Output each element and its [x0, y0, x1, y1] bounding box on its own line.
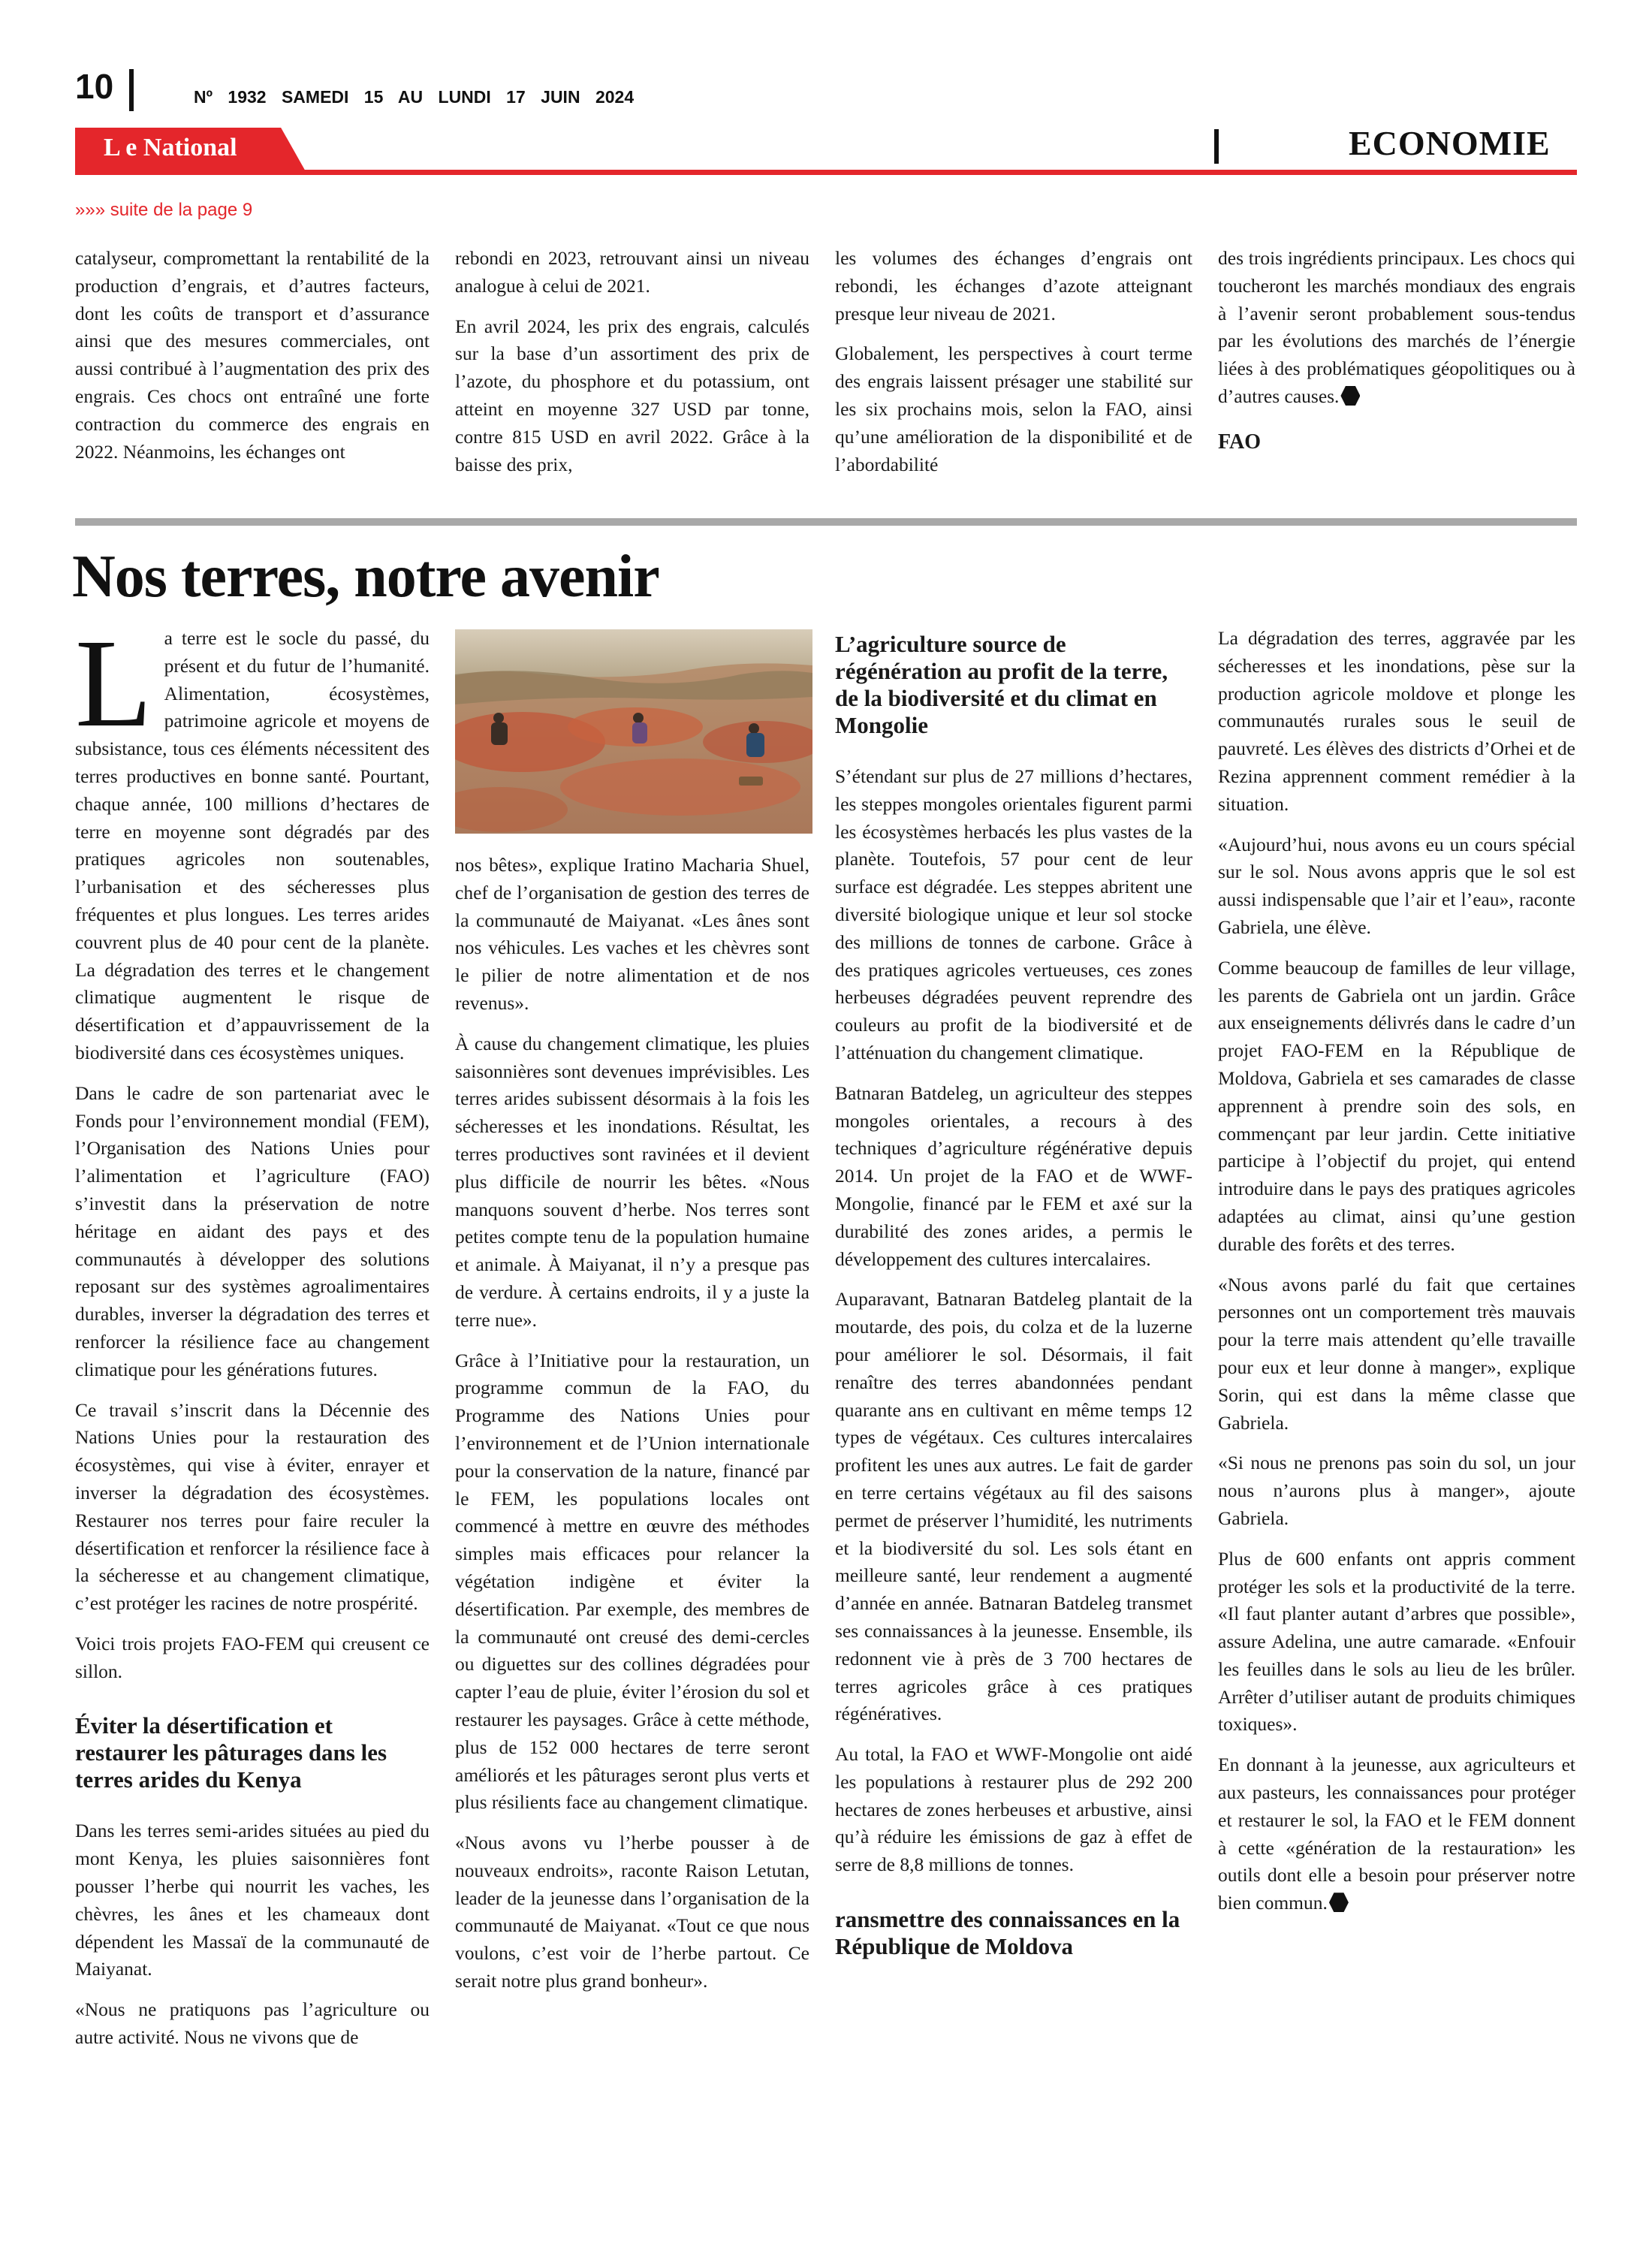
article-column-2	[455, 852, 809, 1995]
subheading-mongolia: L’agriculture source de régénération au profit de la terre, de la biodiversité et du climat en Mongolie	[835, 631, 1168, 738]
drop-cap: L	[75, 614, 152, 753]
article-column-3	[835, 631, 1192, 1960]
paragraph: Batnaran Batdeleg, un agriculteur des steppes mongoles orientales, a recours à des techniques d’agriculture régénérative depuis 2014. Un projet de la FAO et de WWF-Mongolie, financé par le FEM et axé sur la durabilité des zones arides, a permis le développement des cultures intercalaires.	[835, 1081, 1192, 1270]
paragraph	[1218, 245, 1575, 411]
paragraph-text: des trois ingrédients principaux. Les chocs qui toucheront les marchés mondiaux des engrais à l’avenir seront probablement sous-tendus par les évolutions des marchés de l’énergie liées à des problématiques géopolitiques ou à d’autres causes.	[1218, 247, 1575, 407]
paragraph: Au total, la FAO et WWF-Mongolie ont aidé les populations à restaurer plus de 292 200 hectares de zones herbeuses et arbustive, ainsi qu’à réduire les émissions de gaz à effet de serre de 8,8 millions de tonnes.	[835, 1743, 1192, 1876]
page-number-divider	[129, 69, 134, 111]
paragraph: Dans les terres semi-arides situées au pied du mont Kenya, les pluies saisonnières font pousser l’herbe qui nourrit les vaches, les chèvres, les ânes et les chameaux dont dépendent les Massaï de la communauté de Maiyanat.	[75, 1820, 430, 1980]
paragraph: «Nous avons parlé du fait que certaines personnes ont un comportement très mauvais pour la terre mais attendent qu’elle travaille pour eux et leur donne à manger», explique Sorin, qui est dans la même classe que Gabriela.	[1218, 1273, 1575, 1434]
paragraph: Voici trois projets FAO-FEM qui creusent ce sillon.	[75, 1632, 430, 1682]
newspaper-brand: L e National	[104, 134, 237, 161]
article-column-1	[75, 614, 430, 2052]
section-title: ECONOMIE	[1349, 124, 1551, 162]
paragraph: catalyseur, compromettant la rentabilité de la production d’engrais, et d’autres facteurs, dont les coûts de transport et d’assurance ainsi que des mesures commerciales, ont aussi contribué à l’augmentation des prix des engrais. Ces chocs ont entraîné une forte contraction du commerce des engrais en 2022. Néanmoins, les échanges ont	[75, 247, 430, 463]
paragraph-text: a terre est le socle du passé, du présent et du futur de l’humanité. Alimentation, écosystèmes, patrimoine agricole et moyens de subsistance, tous ces éléments nécessitent des terres productives en bonne santé. Pourtant, chaque année, 100 millions d’hectares de terre en moyenne sont dégradés par des pratiques agricoles non soutenables, l’urbanisation et des sécheresses plus fréquentes et plus longues. Les terres arides couvrent plus de 40 pour cent de la planète. La dégradation des terres et le changement climatique augmentent le risque de désertification et d’appauvrissement de la biodiversité dans ces écosystèmes uniques.	[75, 627, 430, 1063]
previous-article-column-1	[75, 245, 430, 466]
page-number: 10	[75, 67, 114, 106]
paragraph: Globalement, les perspectives à court terme des engrais laissent présager une stabilité sur les six prochains mois, selon la FAO, ainsi qu’une amélioration de la disponibilité et de l’abordabilité	[835, 342, 1192, 475]
paragraph: Plus de 600 enfants ont appris comment protéger les sols et la productivité de la terre. «Il faut planter autant d’arbres que possible», assure Adelina, une autre camarade. «Enfouir les feuilles dans le sols au lieu de les brûler. Arrêter d’utiliser autant de produits chimiques toxiques».	[1218, 1547, 1575, 1736]
photo-landscape	[455, 629, 812, 834]
paragraph: Dans le cadre de son partenariat avec le Fonds pour l’environnement mondial (FEM), l’Organisation des Nations Unies pour l’alimentation et l’agriculture (FAO) s’investit dans la préservation de notre héritage en aidant des pays et des communautés à développer des solutions reposant sur des systèmes agroalimentaires durables, inverser la dégradation des terres et renforcer la résilience face au changement climatique pour les générations futures.	[75, 1081, 430, 1380]
previous-article-column-3	[835, 245, 1192, 478]
paragraph: nos bêtes», explique Iratino Macharia Shuel, chef de l’organisation de gestion des terres de la communauté de Maiyanat. «Les ânes sont nos véhicules. Les vaches et les chèvres sont le pilier de notre alimentation et de nos revenus».	[455, 854, 809, 1014]
paragraph: S’étendant sur plus de 27 millions d’hectares, les steppes mongoles orientales figurent parmi les écosystèmes herbacés les plus vastes de la planète. Toutefois, 57 pour cent de leur surface est dégradée. Les steppes abritent une diversité biologique unique et leur sol stocke des millions de tonnes de carbone. Grâce à des pratiques agricoles vertueuses, ces zones herbeuses dégradées peuvent reprendre des couleurs au profit de la biodiversité et de l’atténuation du changement climatique.	[835, 765, 1192, 1063]
paragraph: Grâce à l’Initiative pour la restauration, un programme commun de la FAO, du Programme des Nations Unies pour l’environnement et de l’Union internationale pour la conservation de la nature, financé par le FEM, les populations locales ont commencé à mettre en œuvre des méthodes simples mais efficaces pour relancer la végétation indigène et éviter la désertification. Par exemple, des membres de la communauté ont creusé des demi-cercles ou diguettes sur des collines dégradées pour capter l’eau de pluie, éviter l’érosion du sol et restaurer les paysages. Grâce à cette méthode, plus de 152 000 hectares de terre seront améliorés et les pâturages seront plus verts et plus résilients face au changement climatique.	[455, 1349, 809, 1814]
section-divider	[1214, 129, 1219, 164]
paragraph: À cause du changement climatique, les pluies saisonnières sont devenues imprévisibles. Les terres arides subissent désormais à la fois les sécheresses et les inondations. Résultat, les terres productives sont ravinées et il devient plus difficile de nourrir les bêtes. «Nous manquons souvent d’herbe. Nos terres sont petites compte tenu de la population humaine et animale. À Maiyanat, il n’y a presque pas de verdure. À certains endroits, il y a juste la terre nue».	[455, 1032, 809, 1331]
article-signature: FAO	[1218, 430, 1262, 454]
paragraph: «Nous avons vu l’herbe pousser à de nouveaux endroits», raconte Raison Letutan, leader de la jeunesse dans l’organisation de la communauté de Maiyanat. «Tout ce que nous voulons, c’est voir de l’herbe partout. Ce serait notre plus grand bonheur».	[455, 1832, 809, 1992]
end-of-article-icon	[1340, 386, 1360, 406]
subheading-kenya: Éviter la désertification et restaurer les pâturages dans les terres arides du Kenya	[75, 1712, 387, 1793]
paragraph: «Aujourd’hui, nous avons eu un cours spécial sur le sol. Nous avons appris que le sol est aussi indispensable que l’air et l’eau», raconte Gabriela, une élève.	[1218, 833, 1575, 938]
paragraph: «Si nous ne prenons pas soin du sol, un jour nous n’aurons plus à manger», ajoute Gabriela.	[1218, 1452, 1575, 1529]
paragraph: La dégradation des terres, aggravée par les sécheresses et les inondations, pèse sur la production agricole moldove et plonge les communautés rurales sous le seuil de pauvreté. Les élèves des districts d’Orhei et de Rezina apprennent comment remédier à la situation.	[1218, 627, 1575, 815]
previous-article-column-2	[455, 245, 809, 478]
subheading-moldova: ransmettre des connaissances en la République de Moldova	[835, 1906, 1180, 1960]
previous-article-column-4	[1218, 245, 1575, 457]
article-column-4	[1218, 625, 1575, 1917]
paragraph-text: En donnant à la jeunesse, aux agriculteurs et aux pasteurs, les connaissances pour protéger et restaurer le sol, la FAO et le FEM donnent à cette «génération de la restauration» les outils dont elle a besoin pour préserver notre bien commun.	[1218, 1754, 1575, 1914]
header-red-rule	[75, 170, 1577, 175]
continued-from-label: »»» suite de la page 9	[75, 200, 253, 220]
article-separator	[75, 518, 1577, 526]
article-photo	[455, 629, 812, 834]
paragraph	[1218, 1751, 1575, 1917]
paragraph: En avril 2024, les prix des engrais, calculés sur la base d’un assortiment des prix de l’azote, du phosphore et du potassium, ont atteint en moyenne 327 USD par tonne, contre 815 USD en avril 2022. Grâce à la baisse des prix,	[455, 315, 809, 475]
paragraph: Auparavant, Batnaran Batdeleg plantait de la moutarde, des pois, du colza et de la luzerne pour améliorer le sol. Désormais, il fait renaître des terres abandonnées pendant quarante ans en cultivant en même temps 12 types de végétaux. Ces cultures intercalaires profitent les unes aux autres. Le fait de garder en terre certains végétaux au fil des saisons permet de préserver l’humidité, les nutriments et la biodiversité du sol. Les sols étant en meilleure santé, leur rendement a augmenté d’année en année. Batnaran Batdeleg transmet ses connaissances à la jeunesse. Ensemble, ils redonnent vie à près de 3 700 hectares de terres agricoles grâce à ces pratiques régénératives.	[835, 1288, 1192, 1725]
lead-paragraph	[75, 614, 430, 1067]
paragraph: «Nous ne pratiquons pas l’agriculture ou autre activité. Nous ne vivons que de	[75, 1998, 430, 2049]
paragraph: rebondi en 2023, retrouvant ainsi un niveau analogue à celui de 2021.	[455, 247, 809, 297]
paragraph: Ce travail s’inscrit dans la Décennie des Nations Unies pour la restauration des écosystèmes, qui vise à éviter, enrayer et inverser la dégradation des écosystèmes. Restaurer nos terres pour faire reculer la désertification et renforcer la résilience face à la sécheresse et au changement climatique, c’est protéger les racines de notre prospérité.	[75, 1398, 430, 1615]
issue-date-line: Nº 1932 SAMEDI 15 AU LUNDI 17 JUIN 2024	[194, 87, 635, 107]
paragraph: Comme beaucoup de familles de leur village, les parents de Gabriela ont un jardin. Grâce aux enseignements délivrés dans le cadre d’un projet FAO-FEM en la République de Moldova, Gabriela et ses camarades de classe apprennent à prendre soin des sols, en commençant par leur jardin. Cette initiative participe à l’objectif du projet, qui entend introduire dans le pays des pratiques agricoles adaptées au climat, ainsi qu’une gestion durable des forêts et des terres.	[1218, 956, 1575, 1255]
article-headline: Nos terres, notre avenir	[72, 544, 659, 610]
paragraph: les volumes des échanges d’engrais ont rebondi, les échanges d’azote atteignant presque leur niveau de 2021.	[835, 247, 1192, 324]
end-of-article-icon	[1329, 1893, 1349, 1912]
